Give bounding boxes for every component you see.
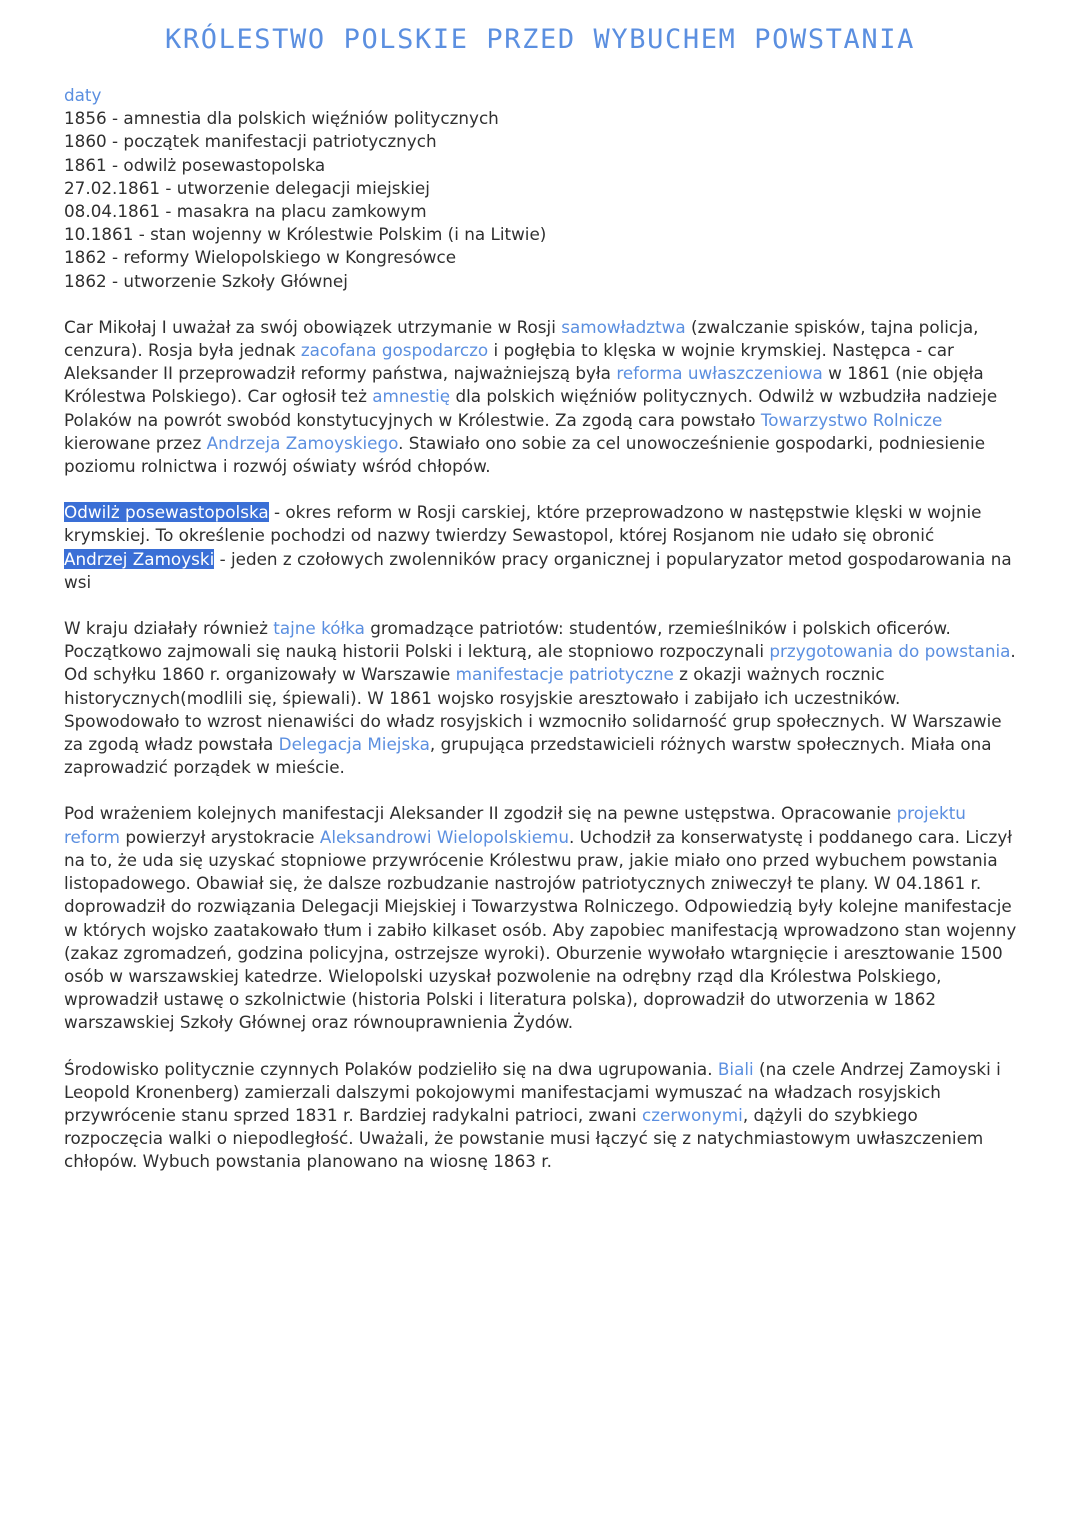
spacer [64, 478, 1019, 501]
text-run: gromadzące patriotów: studentów, rzemieślników i polskich oficerów. Początkowo zajmowali się nauką historii Polski i lekturą, ale stopniowo rozpoczynali [64, 618, 951, 662]
highlighted-term: Andrzej Zamoyski [64, 548, 215, 569]
text-run: i pogłębia to klęska w wojnie krymskiej. Następca - car Aleksander II przeprowadził reformy państwa, najważniejszą była [64, 340, 954, 384]
text-run: Car Mikołaj I uważał za swój obowiązek utrzymanie w Rosji [64, 316, 562, 337]
keyword-amnestia: amnestię [372, 386, 451, 407]
spacer [64, 293, 1019, 316]
keyword-projekt-reform: projektu reform [64, 803, 966, 847]
keyword-przygotowania: przygotowania do powstania [769, 641, 1011, 662]
text-run: (na czele Andrzej Zamoyski i Leopold Kronenberg) zamierzali dalszymi pokojowymi manifestacjami wymuszać na władzach rosyjskich przywrócenie stanu sprzed 1831 r. Bardziej radykalni patrioci, zwani [64, 1058, 1001, 1125]
text-run: W kraju działały również [64, 618, 274, 639]
page-title: KRÓLESTWO POLSKIE PRZED WYBUCHEM POWSTANIA [165, 24, 915, 55]
date-item: 27.02.1861 - utworzenie delegacji miejskiej [64, 177, 430, 198]
keyword-zacofanie: zacofana gospodarczo [300, 340, 489, 361]
definition-text: - okres reform w Rosji carskiej, które przeprowadzono w następstwie klęski w wojnie krymskiej. To określenie pochodzi od nazwy twierdzy Sewastopol, której Rosjanom nie udało się obronić [64, 502, 982, 546]
keyword-biali: Biali [717, 1058, 754, 1079]
dates-list [64, 107, 1019, 293]
date-item: 1860 - początek manifestacji patriotycznych [64, 131, 437, 152]
text-run: (zwalczanie spisków, tajna policja, cenzura). Rosja była jednak [64, 316, 979, 361]
keyword-towarzystwo-rolnicze: Towarzystwo Rolnicze [760, 409, 943, 430]
keyword-reforma-uwlaszczeniowa: reforma uwłaszczeniowa [616, 363, 823, 384]
spacer [64, 779, 1019, 802]
date-item: 1861 - odwilż posewastopolska [64, 154, 326, 175]
text-run: dla polskich więźniów politycznych. Odwilż w wzbudziła nadzieje Polaków na powrót swobód konstytucyjnych w Królestwie. Za zgodą cara powstało [64, 386, 998, 430]
spacer [64, 594, 1019, 617]
keyword-czerwoni: czerwonymi [641, 1104, 743, 1125]
definition-item [64, 501, 1019, 547]
text-run: . Stawiało ono sobie za cel unowocześnienie gospodarki, podniesienie poziomu rolnictwa i rozwój oświaty wśród chłopów. [64, 432, 986, 477]
date-item: 08.04.1861 - masakra na placu zamkowym [64, 201, 427, 222]
keyword-delegacja-miejska: Delegacja Miejska [278, 734, 430, 755]
spacer [64, 1035, 1019, 1058]
text-run: . Od schyłku 1860 r. organizowały w Warszawie [64, 641, 1016, 685]
paragraph-secret-circles [64, 617, 1019, 779]
text-run: kierowane przez [64, 432, 207, 453]
text-run: powierzył arystokracie [119, 826, 320, 847]
text-run: , grupująca przedstawicieli różnych warstw społecznych. Miała ona zaprowadzić porządek w mieście. [64, 734, 992, 778]
dates-section [64, 84, 1019, 293]
definition-item [64, 548, 1019, 594]
text-run: Pod wrażeniem kolejnych manifestacji Aleksander II zgodził się na pewne ustępstwa. Opracowanie [64, 803, 897, 824]
text-run: w 1861 (nie objęła Królestwa Polskiego). Car ogłosił też [64, 363, 984, 407]
date-item: 1862 - reformy Wielopolskiego w Kongresówce [64, 247, 457, 268]
paragraph-factions [64, 1058, 1019, 1174]
text-run: Środowisko politycznie czynnych Polaków podzieliło się na dwa ugrupowania. [64, 1058, 718, 1079]
definitions-section [64, 501, 1019, 594]
paragraph-wielopolski [64, 802, 1019, 1034]
definition-text: - jeden z czołowych zwolenników pracy organicznej i popularyzator metod gospodarowania na wsi [64, 548, 1012, 592]
keyword-manifestacje: manifestacje patriotyczne [455, 664, 674, 685]
text-run: . Uchodził za konserwatystę i poddanego cara. Liczył na to, że uda się uzyskać stopniowe przywrócenie Królestwu praw, jakie miało ono przed wybuchem powstania listopadowego. Obawiał się, że dalsze rozbudzanie nastrojów patriotycznych zniweczył te plany. W 04.1861 r. doprowadził do rozwiązania Delegacji Miejskiej i Towarzystwa Rolniczego. Odpowiedzią były kolejne manifestacje w których wojsko zaatakowało tłum i zabiło kilkaset osób. Aby zapobiec manifestacją wprowadzono stan wojenny (zakaz zgromadzeń, godzina policyjna, ostrzejsze wyroki). Oburzenie wywołało wtargnięcie i aresztowanie 1500 osób w warszawskiej katedrze. Wielopolski uzyskał pozwolenie na odrębny rząd dla Królestwa Polskiego, wprowadził ustawę o szkolnictwie (historia Polski i literatura polska), doprowadził do utworzenia w 1862 warszawskiej Szkoły Głównej oraz równouprawnienia Żydów. [64, 826, 1017, 1033]
document-content [64, 84, 1019, 1174]
highlighted-term: Odwilż posewastopolska [64, 502, 269, 523]
keyword-andrzej-zamoyski: Andrzeja Zamoyskiego [206, 432, 399, 453]
date-item: 1856 - amnestia dla polskich więźniów politycznych [64, 108, 499, 129]
text-run: z okazji ważnych rocznic historycznych(modlili się, śpiewali). W 1861 wojsko rosyjskie aresztowało i zabijało ich uczestników. Spowodowało to wzrost nienawiści do władz rosyjskich i wzmocniło solidarność grup społecznych. W Warszawie za zgodą władz powstała [64, 664, 1002, 755]
keyword-wielopolski: Aleksandrowi Wielopolskiemu [319, 826, 570, 847]
text-run: , dążyli do szybkiego rozpoczęcia walki o niepodległość. Uważali, że powstanie musi łączyć się z natychmiastowym uwłaszczeniem chłopów. Wybuch powstania planowano na wiosnę 1863 r. [64, 1104, 984, 1172]
keyword-samowladztwo: samowładztwa [561, 316, 686, 337]
paragraph-reforms [64, 316, 1019, 478]
dates-label: daty [64, 85, 102, 105]
date-item: 10.1861 - stan wojenny w Królestwie Polskim (i na Litwie) [64, 224, 547, 245]
keyword-tajne-kolka: tajne kółka [273, 618, 365, 639]
date-item: 1862 - utworzenie Szkoły Głównej [64, 270, 348, 291]
